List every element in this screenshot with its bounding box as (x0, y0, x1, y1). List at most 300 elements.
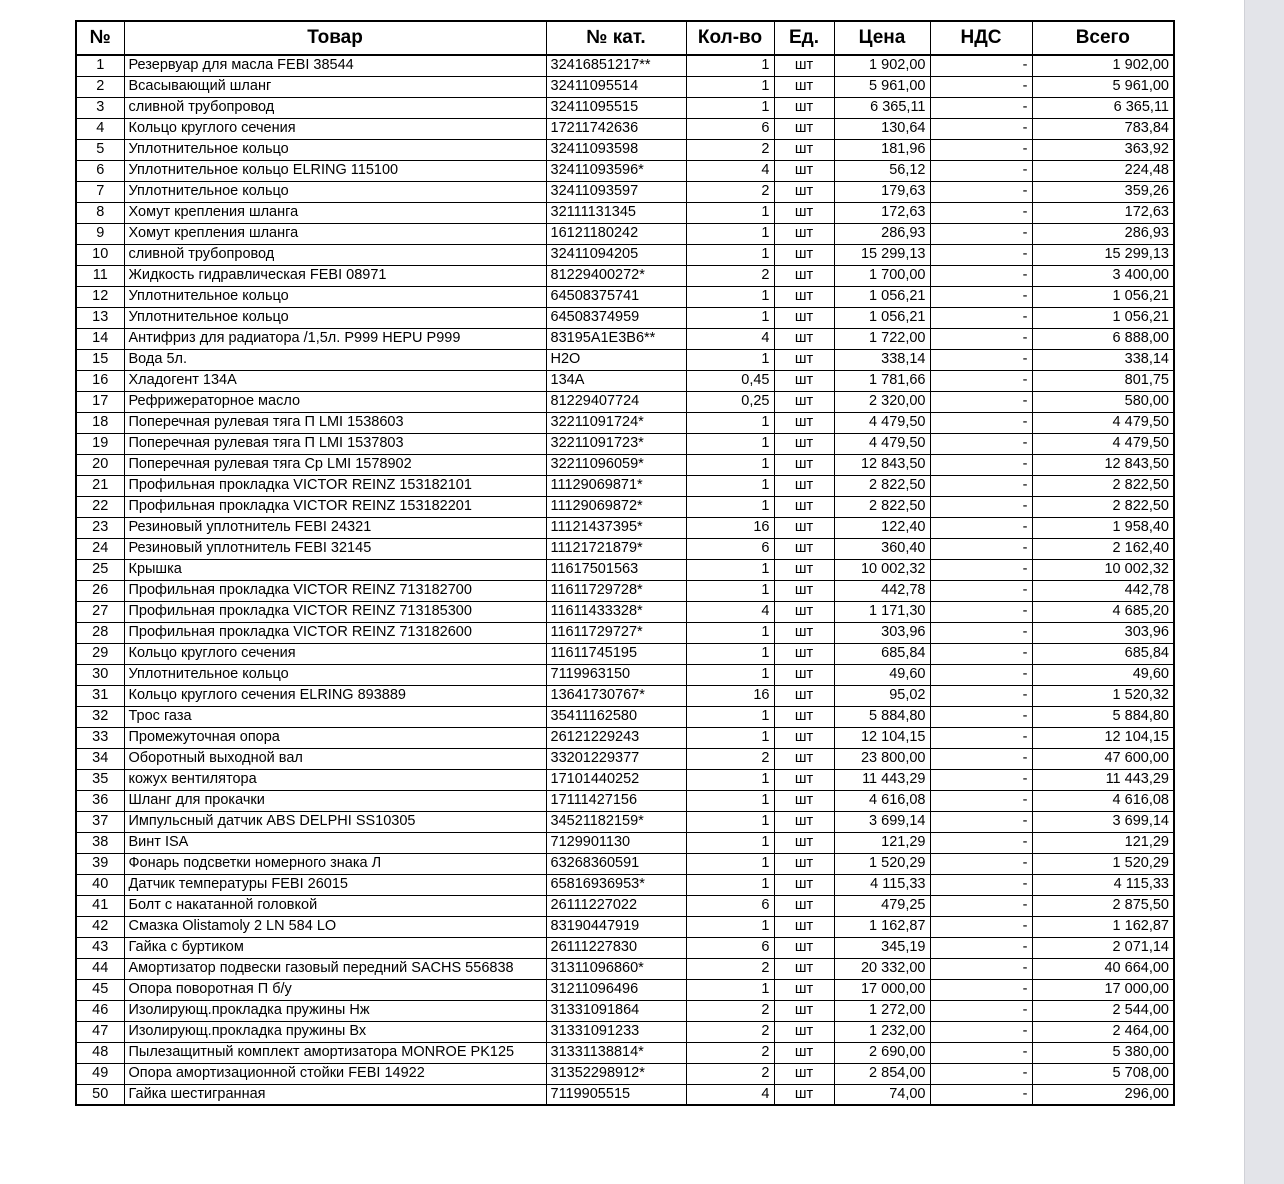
cell-total: 5 884,80 (1032, 706, 1174, 727)
cell-vat: - (930, 706, 1032, 727)
cell-cat: 17111427156 (546, 790, 686, 811)
cell-num: 39 (76, 853, 124, 874)
cell-total: 4 479,50 (1032, 433, 1174, 454)
cell-num: 24 (76, 538, 124, 559)
cell-vat: - (930, 76, 1032, 97)
cell-total: 2 071,14 (1032, 937, 1174, 958)
cell-num: 38 (76, 832, 124, 853)
cell-price: 56,12 (834, 160, 930, 181)
cell-qty: 4 (686, 601, 774, 622)
cell-name: Уплотнительное кольцо (124, 307, 546, 328)
cell-cat: 7129901130 (546, 832, 686, 853)
cell-num: 10 (76, 244, 124, 265)
cell-price: 685,84 (834, 643, 930, 664)
cell-qty: 16 (686, 517, 774, 538)
cell-qty: 16 (686, 685, 774, 706)
cell-unit: шт (774, 727, 834, 748)
cell-cat: 11611745195 (546, 643, 686, 664)
cell-cat: 17211742636 (546, 118, 686, 139)
cell-num: 7 (76, 181, 124, 202)
cell-name: Винт ISA (124, 832, 546, 853)
cell-qty: 1 (686, 475, 774, 496)
table-row (76, 769, 1174, 790)
cell-num: 23 (76, 517, 124, 538)
cell-qty: 2 (686, 181, 774, 202)
cell-num: 50 (76, 1084, 124, 1105)
cell-name: Хомут крепления шланга (124, 223, 546, 244)
cell-price: 10 002,32 (834, 559, 930, 580)
cell-qty: 1 (686, 202, 774, 223)
cell-qty: 1 (686, 727, 774, 748)
cell-name: Датчик температуры FEBI 26015 (124, 874, 546, 895)
cell-unit: шт (774, 748, 834, 769)
cell-price: 1 162,87 (834, 916, 930, 937)
parts-invoice-table (75, 20, 1175, 1106)
table-header (76, 21, 1174, 55)
cell-total: 685,84 (1032, 643, 1174, 664)
cell-price: 1 232,00 (834, 1021, 930, 1042)
cell-unit: шт (774, 580, 834, 601)
cell-vat: - (930, 979, 1032, 1000)
table-row (76, 916, 1174, 937)
cell-num: 33 (76, 727, 124, 748)
cell-price: 1 171,30 (834, 601, 930, 622)
cell-qty: 1 (686, 790, 774, 811)
table-row (76, 202, 1174, 223)
cell-num: 43 (76, 937, 124, 958)
cell-unit: шт (774, 517, 834, 538)
cell-unit: шт (774, 160, 834, 181)
cell-cat: 26111227830 (546, 937, 686, 958)
cell-total: 3 400,00 (1032, 265, 1174, 286)
cell-name: Жидкость гидравлическая FEBI 08971 (124, 265, 546, 286)
table-row (76, 1021, 1174, 1042)
cell-cat: 64508374959 (546, 307, 686, 328)
table-row (76, 118, 1174, 139)
cell-unit: шт (774, 391, 834, 412)
cell-vat: - (930, 580, 1032, 601)
cell-name: Профильная прокладка VICTOR REINZ 713182700 (124, 580, 546, 601)
cell-cat: 11611729728* (546, 580, 686, 601)
cell-unit: шт (774, 412, 834, 433)
cell-cat: 32211091723* (546, 433, 686, 454)
cell-total: 1 056,21 (1032, 307, 1174, 328)
cell-cat: 17101440252 (546, 769, 686, 790)
cell-cat: 33201229377 (546, 748, 686, 769)
cell-unit: шт (774, 475, 834, 496)
cell-vat: - (930, 895, 1032, 916)
cell-cat: 31311096860* (546, 958, 686, 979)
cell-cat: 83190447919 (546, 916, 686, 937)
cell-vat: - (930, 391, 1032, 412)
cell-name: Уплотнительное кольцо (124, 664, 546, 685)
cell-vat: - (930, 139, 1032, 160)
cell-qty: 1 (686, 454, 774, 475)
table-row (76, 517, 1174, 538)
cell-num: 36 (76, 790, 124, 811)
table-row (76, 349, 1174, 370)
cell-price: 179,63 (834, 181, 930, 202)
table-row (76, 286, 1174, 307)
cell-total: 17 000,00 (1032, 979, 1174, 1000)
cell-cat: 7119963150 (546, 664, 686, 685)
cell-cat: 32411094205 (546, 244, 686, 265)
cell-cat: 31331091864 (546, 1000, 686, 1021)
cell-name: Хладогент 134А (124, 370, 546, 391)
table-row (76, 811, 1174, 832)
cell-name: Поперечная рулевая тяга П LMI 1537803 (124, 433, 546, 454)
cell-vat: - (930, 832, 1032, 853)
cell-qty: 1 (686, 97, 774, 118)
cell-price: 181,96 (834, 139, 930, 160)
cell-cat: 81229400272* (546, 265, 686, 286)
cell-num: 35 (76, 769, 124, 790)
cell-num: 49 (76, 1063, 124, 1084)
cell-unit: шт (774, 55, 834, 76)
cell-total: 5 708,00 (1032, 1063, 1174, 1084)
cell-vat: - (930, 538, 1032, 559)
cell-qty: 1 (686, 55, 774, 76)
cell-num: 31 (76, 685, 124, 706)
column-header-unit: Ед. (774, 21, 834, 55)
table-row (76, 496, 1174, 517)
cell-price: 1 700,00 (834, 265, 930, 286)
cell-vat: - (930, 874, 1032, 895)
cell-price: 20 332,00 (834, 958, 930, 979)
cell-qty: 6 (686, 538, 774, 559)
cell-cat: 26111227022 (546, 895, 686, 916)
cell-qty: 1 (686, 643, 774, 664)
cell-name: Кольцо круглого сечения (124, 643, 546, 664)
cell-unit: шт (774, 643, 834, 664)
cell-num: 27 (76, 601, 124, 622)
cell-price: 1 902,00 (834, 55, 930, 76)
cell-cat: 31352298912* (546, 1063, 686, 1084)
cell-total: 12 104,15 (1032, 727, 1174, 748)
cell-vat: - (930, 916, 1032, 937)
cell-qty: 1 (686, 916, 774, 937)
cell-qty: 1 (686, 811, 774, 832)
cell-cat: 16121180242 (546, 223, 686, 244)
cell-price: 5 884,80 (834, 706, 930, 727)
cell-qty: 1 (686, 853, 774, 874)
cell-qty: 1 (686, 706, 774, 727)
table-row (76, 76, 1174, 97)
cell-vat: - (930, 55, 1032, 76)
cell-price: 286,93 (834, 223, 930, 244)
cell-cat: 32411093597 (546, 181, 686, 202)
table-row (76, 244, 1174, 265)
cell-name: Уплотнительное кольцо (124, 139, 546, 160)
column-header-price: Цена (834, 21, 930, 55)
column-header-num: № (76, 21, 124, 55)
table-row (76, 937, 1174, 958)
cell-unit: шт (774, 790, 834, 811)
cell-name: Уплотнительное кольцо (124, 181, 546, 202)
cell-price: 4 479,50 (834, 412, 930, 433)
cell-total: 303,96 (1032, 622, 1174, 643)
table-row (76, 748, 1174, 769)
cell-qty: 6 (686, 895, 774, 916)
cell-qty: 2 (686, 139, 774, 160)
cell-unit: шт (774, 328, 834, 349)
cell-unit: шт (774, 622, 834, 643)
cell-total: 4 479,50 (1032, 412, 1174, 433)
cell-vat: - (930, 769, 1032, 790)
cell-total: 2 544,00 (1032, 1000, 1174, 1021)
cell-total: 12 843,50 (1032, 454, 1174, 475)
cell-cat: H2O (546, 349, 686, 370)
cell-cat: 31331091233 (546, 1021, 686, 1042)
cell-name: Амортизатор подвески газовый передний SACHS 556838 (124, 958, 546, 979)
cell-unit: шт (774, 97, 834, 118)
cell-cat: 7119905515 (546, 1084, 686, 1105)
cell-price: 2 320,00 (834, 391, 930, 412)
table-row (76, 1063, 1174, 1084)
cell-qty: 1 (686, 874, 774, 895)
cell-total: 10 002,32 (1032, 559, 1174, 580)
cell-unit: шт (774, 433, 834, 454)
table-row (76, 580, 1174, 601)
cell-price: 338,14 (834, 349, 930, 370)
cell-num: 34 (76, 748, 124, 769)
table-row (76, 307, 1174, 328)
cell-name: Профильная прокладка VICTOR REINZ 713185300 (124, 601, 546, 622)
cell-qty: 6 (686, 118, 774, 139)
cell-num: 6 (76, 160, 124, 181)
cell-total: 4 115,33 (1032, 874, 1174, 895)
cell-vat: - (930, 265, 1032, 286)
cell-num: 22 (76, 496, 124, 517)
cell-vat: - (930, 748, 1032, 769)
cell-total: 1 958,40 (1032, 517, 1174, 538)
table-body (76, 55, 1174, 1105)
cell-total: 47 600,00 (1032, 748, 1174, 769)
cell-num: 46 (76, 1000, 124, 1021)
cell-unit: шт (774, 496, 834, 517)
cell-total: 363,92 (1032, 139, 1174, 160)
cell-num: 28 (76, 622, 124, 643)
cell-name: Опора поворотная П б/у (124, 979, 546, 1000)
table-row (76, 265, 1174, 286)
cell-qty: 1 (686, 349, 774, 370)
column-header-vat: НДС (930, 21, 1032, 55)
table-row (76, 475, 1174, 496)
cell-total: 6 888,00 (1032, 328, 1174, 349)
cell-cat: 81229407724 (546, 391, 686, 412)
cell-name: Резиновый уплотнитель FEBI 32145 (124, 538, 546, 559)
cell-price: 303,96 (834, 622, 930, 643)
cell-vat: - (930, 937, 1032, 958)
cell-price: 1 272,00 (834, 1000, 930, 1021)
cell-price: 1 056,21 (834, 286, 930, 307)
cell-unit: шт (774, 139, 834, 160)
cell-qty: 2 (686, 265, 774, 286)
cell-name: Импульсный датчик ABS DELPHI SS10305 (124, 811, 546, 832)
cell-total: 2 162,40 (1032, 538, 1174, 559)
cell-price: 130,64 (834, 118, 930, 139)
cell-price: 442,78 (834, 580, 930, 601)
cell-cat: 31331138814* (546, 1042, 686, 1063)
cell-vat: - (930, 160, 1032, 181)
table-row (76, 622, 1174, 643)
cell-total: 1 162,87 (1032, 916, 1174, 937)
cell-vat: - (930, 286, 1032, 307)
cell-cat: 32411095515 (546, 97, 686, 118)
cell-vat: - (930, 1063, 1032, 1084)
cell-name: Вода 5л. (124, 349, 546, 370)
cell-total: 2 822,50 (1032, 496, 1174, 517)
cell-total: 6 365,11 (1032, 97, 1174, 118)
cell-total: 1 056,21 (1032, 286, 1174, 307)
cell-cat: 32411093596* (546, 160, 686, 181)
cell-qty: 1 (686, 223, 774, 244)
cell-num: 44 (76, 958, 124, 979)
cell-num: 30 (76, 664, 124, 685)
cell-vat: - (930, 97, 1032, 118)
cell-vat: - (930, 958, 1032, 979)
cell-qty: 4 (686, 160, 774, 181)
cell-total: 11 443,29 (1032, 769, 1174, 790)
cell-vat: - (930, 1000, 1032, 1021)
cell-num: 19 (76, 433, 124, 454)
table-row (76, 160, 1174, 181)
cell-price: 1 056,21 (834, 307, 930, 328)
cell-cat: 63268360591 (546, 853, 686, 874)
cell-unit: шт (774, 937, 834, 958)
cell-price: 4 115,33 (834, 874, 930, 895)
cell-name: Поперечная рулевая тяга Ср LMI 1578902 (124, 454, 546, 475)
cell-total: 172,63 (1032, 202, 1174, 223)
cell-num: 1 (76, 55, 124, 76)
cell-qty: 6 (686, 937, 774, 958)
cell-unit: шт (774, 307, 834, 328)
cell-unit: шт (774, 349, 834, 370)
table-row (76, 370, 1174, 391)
cell-name: Всасывающий шланг (124, 76, 546, 97)
cell-price: 345,19 (834, 937, 930, 958)
cell-total: 2 464,00 (1032, 1021, 1174, 1042)
cell-unit: шт (774, 538, 834, 559)
cell-price: 479,25 (834, 895, 930, 916)
cell-total: 580,00 (1032, 391, 1174, 412)
cell-total: 5 380,00 (1032, 1042, 1174, 1063)
cell-qty: 1 (686, 307, 774, 328)
cell-unit: шт (774, 853, 834, 874)
cell-total: 359,26 (1032, 181, 1174, 202)
cell-unit: шт (774, 706, 834, 727)
cell-qty: 1 (686, 559, 774, 580)
cell-vat: - (930, 202, 1032, 223)
table-row (76, 958, 1174, 979)
cell-total: 4 616,08 (1032, 790, 1174, 811)
cell-name: Изолирующ.прокладка пружины Нж (124, 1000, 546, 1021)
cell-total: 1 520,32 (1032, 685, 1174, 706)
cell-price: 49,60 (834, 664, 930, 685)
cell-price: 2 690,00 (834, 1042, 930, 1063)
cell-unit: шт (774, 1000, 834, 1021)
cell-name: сливной трубопровод (124, 97, 546, 118)
cell-vat: - (930, 517, 1032, 538)
cell-cat: 11121721879* (546, 538, 686, 559)
cell-price: 1 520,29 (834, 853, 930, 874)
cell-cat: 65816936953* (546, 874, 686, 895)
cell-vat: - (930, 328, 1032, 349)
cell-price: 360,40 (834, 538, 930, 559)
cell-unit: шт (774, 118, 834, 139)
cell-qty: 0,25 (686, 391, 774, 412)
cell-total: 783,84 (1032, 118, 1174, 139)
cell-vat: - (930, 601, 1032, 622)
cell-name: Хомут крепления шланга (124, 202, 546, 223)
cell-name: Кольцо круглого сечения ELRING 893889 (124, 685, 546, 706)
cell-unit: шт (774, 223, 834, 244)
cell-unit: шт (774, 979, 834, 1000)
cell-qty: 1 (686, 244, 774, 265)
cell-vat: - (930, 1084, 1032, 1105)
cell-vat: - (930, 685, 1032, 706)
cell-num: 18 (76, 412, 124, 433)
column-header-cat: № кат. (546, 21, 686, 55)
cell-name: кожух вентилятора (124, 769, 546, 790)
cell-price: 12 843,50 (834, 454, 930, 475)
cell-total: 338,14 (1032, 349, 1174, 370)
cell-unit: шт (774, 601, 834, 622)
cell-qty: 1 (686, 76, 774, 97)
cell-num: 32 (76, 706, 124, 727)
cell-total: 296,00 (1032, 1084, 1174, 1105)
cell-cat: 35411162580 (546, 706, 686, 727)
cell-num: 21 (76, 475, 124, 496)
cell-price: 1 722,00 (834, 328, 930, 349)
table-row (76, 391, 1174, 412)
cell-vat: - (930, 349, 1032, 370)
table-row (76, 538, 1174, 559)
table-row (76, 328, 1174, 349)
cell-name: Уплотнительное кольцо ELRING 115100 (124, 160, 546, 181)
cell-qty: 1 (686, 664, 774, 685)
cell-unit: шт (774, 1084, 834, 1105)
cell-name: Резервуар для масла FEBI 38544 (124, 55, 546, 76)
cell-price: 17 000,00 (834, 979, 930, 1000)
cell-name: Гайка с буртиком (124, 937, 546, 958)
cell-total: 286,93 (1032, 223, 1174, 244)
table-row (76, 664, 1174, 685)
cell-unit: шт (774, 1021, 834, 1042)
cell-name: Трос газа (124, 706, 546, 727)
cell-cat: 32411095514 (546, 76, 686, 97)
cell-cat: 83195A1E3B6** (546, 328, 686, 349)
cell-price: 74,00 (834, 1084, 930, 1105)
cell-num: 29 (76, 643, 124, 664)
cell-unit: шт (774, 181, 834, 202)
cell-num: 20 (76, 454, 124, 475)
column-header-name: Товар (124, 21, 546, 55)
cell-vat: - (930, 454, 1032, 475)
cell-total: 3 699,14 (1032, 811, 1174, 832)
cell-price: 122,40 (834, 517, 930, 538)
cell-vat: - (930, 643, 1032, 664)
cell-num: 12 (76, 286, 124, 307)
cell-name: Профильная прокладка VICTOR REINZ 713182600 (124, 622, 546, 643)
column-header-total: Всего (1032, 21, 1174, 55)
table-row (76, 1042, 1174, 1063)
cell-vat: - (930, 496, 1032, 517)
cell-cat: 13641730767* (546, 685, 686, 706)
cell-name: Поперечная рулевая тяга П LMI 1538603 (124, 412, 546, 433)
table-row (76, 433, 1174, 454)
table-row (76, 895, 1174, 916)
